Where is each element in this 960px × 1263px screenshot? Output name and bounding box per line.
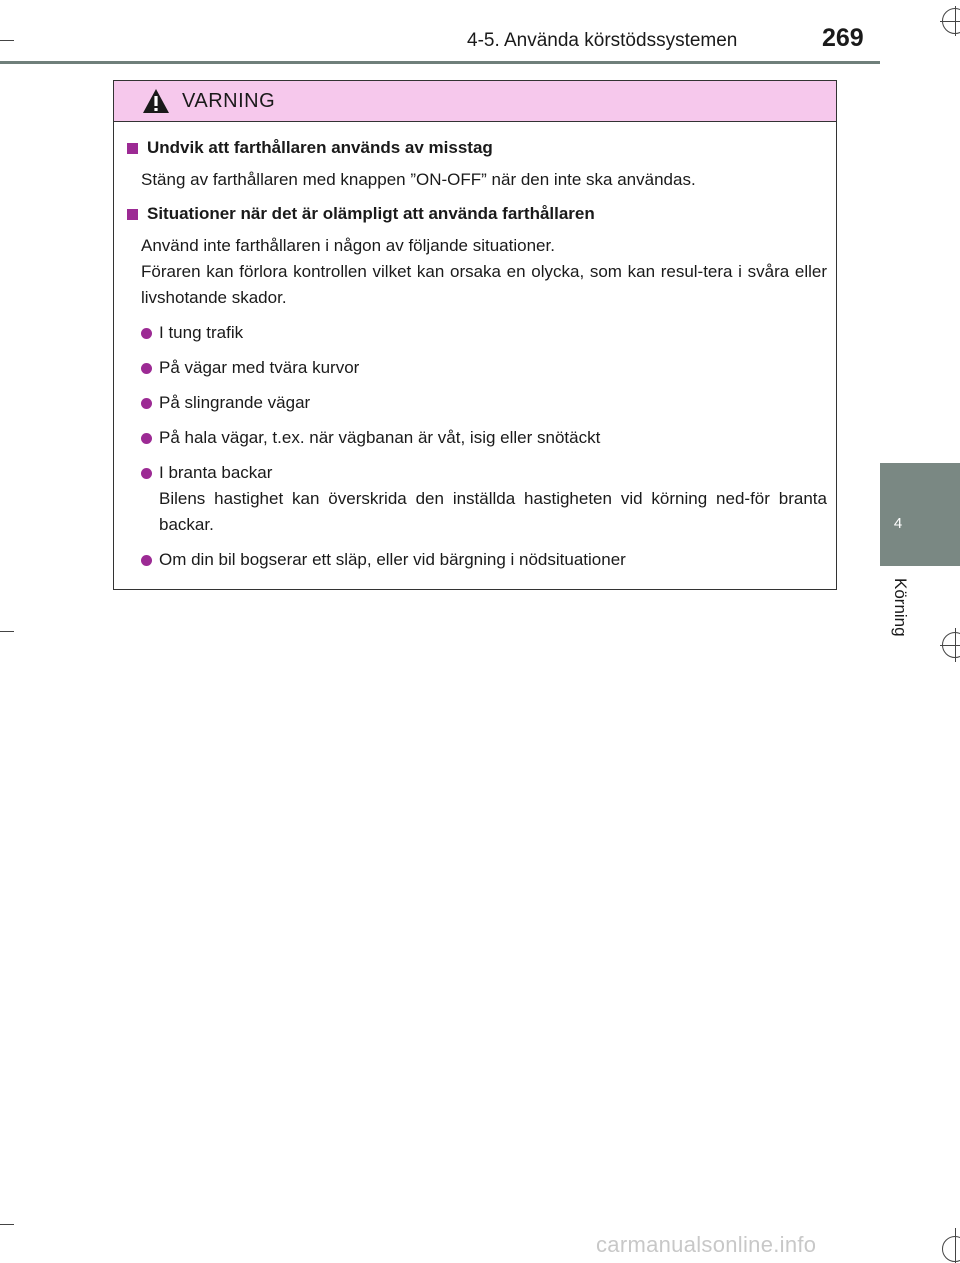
crop-mark (955, 1228, 956, 1263)
square-bullet-icon (127, 143, 138, 154)
circle-bullet-icon (141, 398, 152, 409)
circle-bullet-icon (141, 555, 152, 566)
list-item (141, 425, 600, 451)
header-rule (0, 61, 880, 64)
list-item-detail: Bilens hastighet kan överskrida den inställda hastigheten vid körning ned-för branta backar. (159, 489, 827, 534)
section-paragraph: Stäng av farthållaren med knappen ”ON-OFF” när den inte ska användas. (141, 170, 696, 189)
section-heading-text: Undvik att farthållaren används av misstag (147, 138, 493, 157)
section-title: 4-5. Använda körstödssystemen (467, 30, 738, 51)
square-bullet-icon (127, 209, 138, 220)
circle-bullet-icon (141, 468, 152, 479)
section-heading-text: Situationer när det är olämpligt att använda farthållaren (147, 204, 595, 223)
page-number: 269 (822, 24, 864, 52)
chapter-label: Körning (891, 578, 910, 637)
list-item-text: På vägar med tvära kurvor (159, 358, 360, 377)
crop-mark (0, 631, 14, 632)
section-paragraph: Föraren kan förlora kontrollen vilket kan orsaka en olycka, som kan resul-tera i svåra eller livshotande skador. (141, 262, 827, 307)
crop-mark (955, 628, 956, 662)
list-item-text: På slingrande vägar (159, 393, 311, 412)
crop-mark (940, 21, 960, 22)
warning-title: VARNING (182, 89, 276, 112)
list-item (141, 460, 272, 486)
warning-triangle-icon (142, 88, 170, 114)
list-item (141, 355, 359, 381)
section-paragraph: Använd inte farthållaren i någon av följande situationer. (141, 236, 555, 255)
circle-bullet-icon (141, 363, 152, 374)
crop-mark (940, 645, 960, 646)
chapter-tab (880, 463, 960, 566)
section-heading (127, 204, 595, 224)
circle-bullet-icon (141, 328, 152, 339)
list-item (141, 320, 243, 346)
section-heading (127, 138, 493, 158)
list-item-text: I branta backar (159, 463, 273, 482)
list-item-text: Om din bil bogserar ett släp, eller vid bärgning i nödsituationer (159, 550, 626, 569)
list-item-text: I tung trafik (159, 323, 244, 342)
registration-mark-icon (942, 1236, 960, 1262)
watermark: carmanualsonline.info (596, 1232, 817, 1257)
list-item-text: På hala vägar, t.ex. när vägbanan är våt, isig eller snötäckt (159, 428, 601, 447)
warning-box (113, 80, 837, 590)
list-item (141, 547, 626, 573)
circle-bullet-icon (141, 433, 152, 444)
warning-header (114, 81, 836, 122)
crop-mark (0, 1224, 14, 1225)
crop-mark (0, 40, 14, 41)
chapter-number: 4 (893, 515, 903, 532)
list-item (141, 390, 310, 416)
